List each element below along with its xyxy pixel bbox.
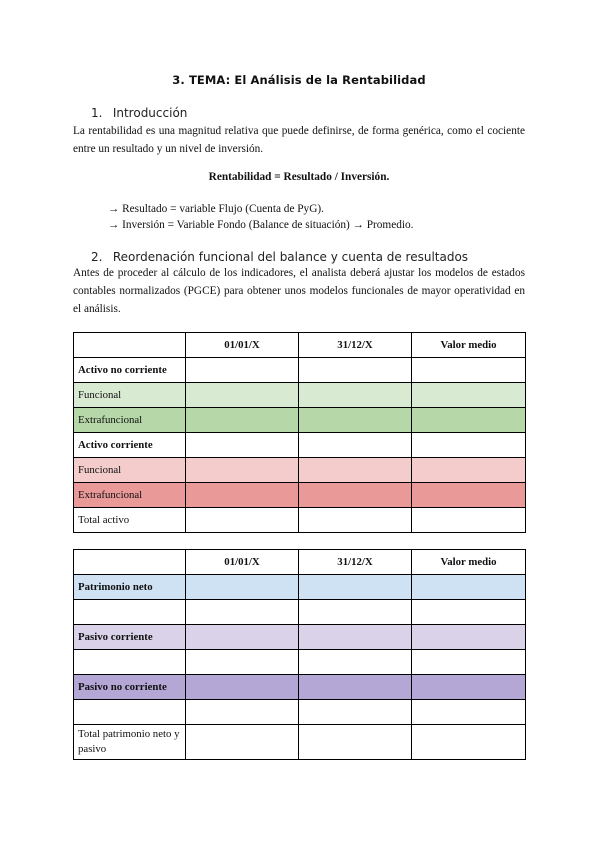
row-label xyxy=(74,650,186,675)
formula-line-resultado: → Resultado = variable Flujo (Cuenta de PyG). xyxy=(108,203,324,215)
table-row xyxy=(74,625,526,650)
table-row xyxy=(74,675,526,700)
balance-pasivo-table xyxy=(73,549,526,760)
row-label: Pasivo corriente xyxy=(74,625,186,650)
section-1-heading xyxy=(91,106,187,120)
column-header: 31/12/X xyxy=(299,333,412,358)
row-label xyxy=(74,700,186,725)
table-cell xyxy=(186,433,299,458)
table-row xyxy=(74,575,526,600)
column-header: Valor medio xyxy=(412,333,526,358)
table-row xyxy=(74,600,526,625)
table-cell xyxy=(299,433,412,458)
row-label: Extrafuncional xyxy=(74,408,186,433)
row-label: Total patrimonio neto y pasivo xyxy=(74,725,186,760)
table-cell xyxy=(299,725,412,760)
balance-activo-table xyxy=(73,332,526,533)
table-cell xyxy=(299,383,412,408)
table-cell xyxy=(412,575,526,600)
row-label xyxy=(74,600,186,625)
table-cell xyxy=(412,700,526,725)
table-cell xyxy=(299,458,412,483)
table-row xyxy=(74,725,526,760)
table-cell xyxy=(412,650,526,675)
table-cell xyxy=(412,600,526,625)
table-cell xyxy=(412,458,526,483)
table-cell xyxy=(186,675,299,700)
section-2-title: Reordenación funcional del balance y cuenta de resultados xyxy=(112,250,469,264)
section-1-title: Introducción xyxy=(112,106,188,120)
section-2-heading xyxy=(91,250,468,264)
row-label: Activo corriente xyxy=(74,433,186,458)
column-header xyxy=(74,333,186,358)
row-label: Pasivo no corriente xyxy=(74,675,186,700)
section-1-paragraph: La rentabilidad es una magnitud relativa que puede definirse, de forma genérica, como el cociente entre un resultado y un nivel de inversión. xyxy=(73,125,525,155)
formula: Rentabilidad = Resultado / Inversión. xyxy=(208,171,390,183)
table-cell xyxy=(299,358,412,383)
page-title: 3. TEMA: El Análisis de la Rentabilidad xyxy=(172,73,426,87)
table-cell xyxy=(412,433,526,458)
column-header: 01/01/X xyxy=(186,333,299,358)
column-header: 31/12/X xyxy=(299,550,412,575)
table-header-row xyxy=(74,333,526,358)
table-row xyxy=(74,650,526,675)
table-row xyxy=(74,358,526,383)
table-header-row xyxy=(74,550,526,575)
table-cell xyxy=(412,483,526,508)
table-cell xyxy=(299,408,412,433)
table-cell xyxy=(186,508,299,533)
table-cell xyxy=(299,575,412,600)
table-cell xyxy=(186,625,299,650)
table-row xyxy=(74,508,526,533)
table-cell xyxy=(412,725,526,760)
table-cell xyxy=(299,625,412,650)
table-row xyxy=(74,408,526,433)
table-row xyxy=(74,383,526,408)
table-cell xyxy=(412,675,526,700)
table-cell xyxy=(186,700,299,725)
table-cell xyxy=(186,575,299,600)
table-cell xyxy=(412,383,526,408)
table-row xyxy=(74,483,526,508)
table-cell xyxy=(299,700,412,725)
table-cell xyxy=(186,725,299,760)
table-row xyxy=(74,458,526,483)
table-row xyxy=(74,700,526,725)
section-1-number: 1. xyxy=(91,106,103,120)
table-cell xyxy=(299,600,412,625)
table-cell xyxy=(412,625,526,650)
row-label: Funcional xyxy=(74,383,186,408)
row-label: Total activo xyxy=(74,508,186,533)
section-2-paragraph: Antes de proceder al cálculo de los indicadores, el analista deberá ajustar los modelos de estados contables normalizados (PGCE) para obtener unos modelos funcionales de mayor operatividad en el análisis. xyxy=(73,267,525,315)
row-label: Activo no corriente xyxy=(74,358,186,383)
table-cell xyxy=(186,358,299,383)
table-cell xyxy=(299,483,412,508)
table-cell xyxy=(299,650,412,675)
table-cell xyxy=(412,358,526,383)
table-cell xyxy=(412,408,526,433)
table-cell xyxy=(186,483,299,508)
table-cell xyxy=(186,408,299,433)
row-label: Patrimonio neto xyxy=(74,575,186,600)
table-cell xyxy=(186,383,299,408)
column-header xyxy=(74,550,186,575)
table-cell xyxy=(186,650,299,675)
table-cell xyxy=(412,508,526,533)
formula-line-inversion: → Inversión = Variable Fondo (Balance de situación) → Promedio. xyxy=(108,219,414,231)
column-header: Valor medio xyxy=(412,550,526,575)
column-header: 01/01/X xyxy=(186,550,299,575)
table-row xyxy=(74,433,526,458)
section-2-number: 2. xyxy=(91,250,103,264)
table-cell xyxy=(186,600,299,625)
table-cell xyxy=(299,508,412,533)
row-label: Funcional xyxy=(74,458,186,483)
table-cell xyxy=(186,458,299,483)
row-label: Extrafuncional xyxy=(74,483,186,508)
table-cell xyxy=(299,675,412,700)
